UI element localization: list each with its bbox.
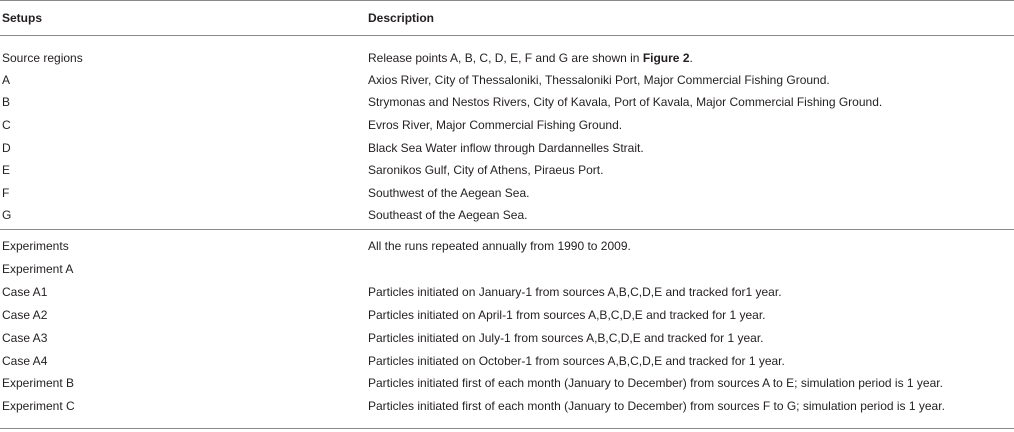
- setup-cell: D: [2, 141, 11, 155]
- table-header-row: [0, 7, 1014, 29]
- intro-text: Release points A, B, C, D, E, F and G are shown in: [368, 51, 643, 65]
- table-row: [0, 372, 1014, 394]
- table-top-rule: [0, 0, 1014, 1]
- setup-cell: Experiment A: [2, 262, 74, 276]
- section-rule: [0, 229, 1014, 230]
- table-row: [0, 114, 1014, 136]
- intro-end: .: [689, 51, 693, 65]
- setup-cell: Case A1: [2, 285, 48, 299]
- table-row: [0, 159, 1014, 181]
- setup-cell: Case A4: [2, 354, 48, 368]
- setup-cell: Experiments: [2, 239, 69, 253]
- header-description: Description: [368, 11, 435, 25]
- setup-cell: Source regions: [2, 51, 83, 65]
- table-row: [0, 258, 1014, 280]
- description-cell: Particles initiated first of each month (January to December) from sources A to E; simulation period is 1 year.: [368, 376, 943, 390]
- description-cell: [368, 47, 693, 69]
- setup-cell: F: [2, 186, 10, 200]
- table-row: [0, 327, 1014, 349]
- table-row: [0, 235, 1014, 257]
- setup-cell: C: [2, 118, 11, 132]
- setup-cell: G: [2, 208, 12, 222]
- table-row: [0, 137, 1014, 159]
- table-row: [0, 395, 1014, 417]
- table-row: [0, 281, 1014, 303]
- description-cell: Strymonas and Nestos Rivers, City of Kavala, Port of Kavala, Major Commercial Fishing Ground.: [368, 95, 883, 109]
- description-cell: Axios River, City of Thessaloniki, Thessaloniki Port, Major Commercial Fishing Ground.: [368, 73, 830, 87]
- description-cell: Southeast of the Aegean Sea.: [368, 208, 528, 222]
- setup-cell: Experiment B: [2, 376, 75, 390]
- table-row: [0, 304, 1014, 326]
- description-cell: Particles initiated first of each month (January to December) from sources F to G; simulation period is 1 year.: [368, 399, 945, 413]
- description-cell: Black Sea Water inflow through Dardannelles Strait.: [368, 141, 644, 155]
- description-cell: Particles initiated on July-1 from sources A,B,C,D,E and tracked for 1 year.: [368, 331, 764, 345]
- description-cell: Evros River, Major Commercial Fishing Ground.: [368, 118, 623, 132]
- description-cell: Saronikos Gulf, City of Athens, Piraeus Port.: [368, 163, 604, 177]
- table-row-source-regions: [0, 47, 1014, 69]
- description-cell: Particles initiated on January-1 from sources A,B,C,D,E and tracked for1 year.: [368, 285, 782, 299]
- table-row: [0, 182, 1014, 204]
- setup-cell: Case A3: [2, 331, 48, 345]
- setup-cell: Experiment C: [2, 399, 75, 413]
- table-row: [0, 204, 1014, 226]
- figure-reference: Figure 2: [642, 51, 690, 65]
- setup-cell: E: [2, 163, 11, 177]
- header-rule: [0, 35, 1014, 36]
- description-cell: All the runs repeated annually from 1990 to 2009.: [368, 239, 631, 253]
- description-cell: Particles initiated on October-1 from sources A,B,C,D,E and tracked for 1 year.: [368, 354, 785, 368]
- description-cell: Particles initiated on April-1 from sources A,B,C,D,E and tracked for 1 year.: [368, 308, 766, 322]
- table-row: [0, 91, 1014, 113]
- table-row: [0, 350, 1014, 372]
- description-cell: Southwest of the Aegean Sea.: [368, 186, 530, 200]
- table-row: [0, 69, 1014, 91]
- table-bottom-rule: [0, 428, 1014, 429]
- setup-cell: B: [2, 95, 11, 109]
- header-setups: Setups: [2, 11, 43, 25]
- setup-cell: Case A2: [2, 308, 48, 322]
- setup-cell: A: [2, 73, 11, 87]
